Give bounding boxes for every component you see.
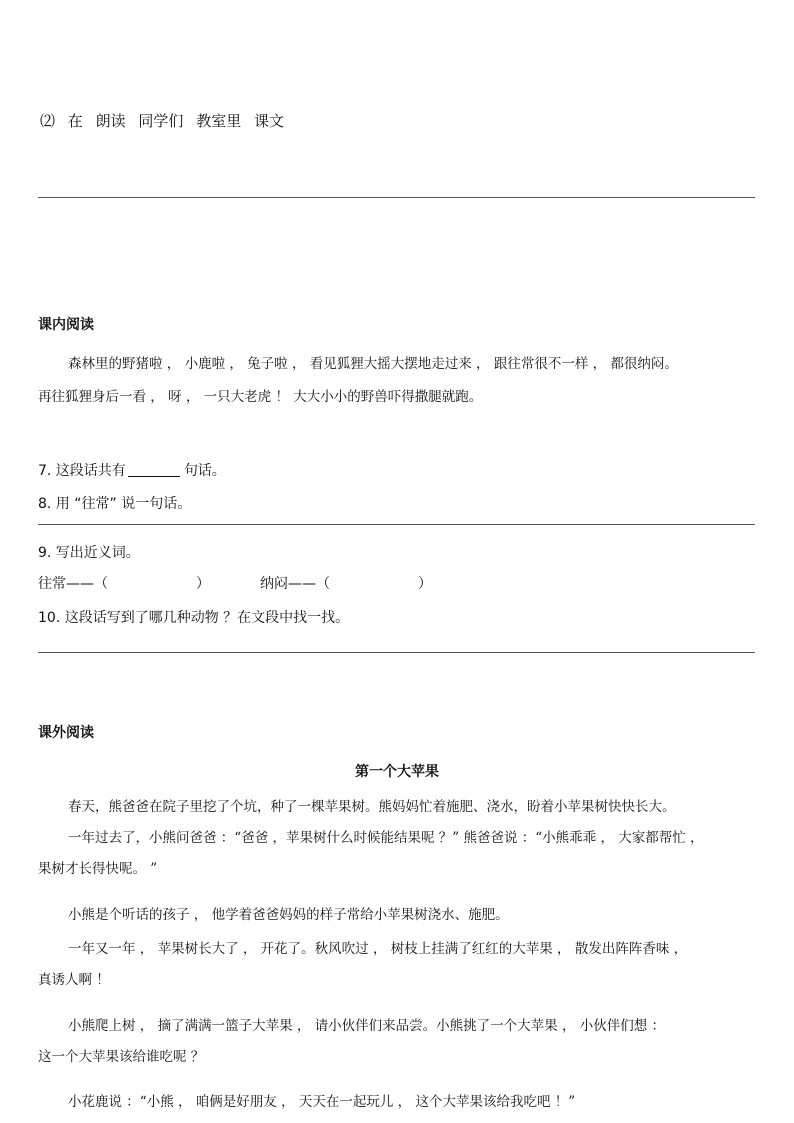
story-paragraph-cont: 这一个大苹果该给谁吃呢 ？ [38,1049,205,1065]
outside-heading: 课外阅读 [38,725,94,741]
answer-divider [38,197,755,198]
in-class-passage-line: 再往狐狸身后一看 ， 呀 ， 一只大老虎 ！ 大大小小的野兽吓得撒腿就跑。 [38,389,483,405]
q2-word: 在 [67,112,83,130]
story-paragraph: 小花鹿说 ：“小熊 ， 咱俩是好朋友 ， 天天在一起玩儿 ， 这个大苹果该给我吃吧 ！” [68,1094,576,1110]
story-paragraph: 一年过去了，小熊问爸爸 ：“爸爸 ，苹果树什么时候能结果呢 ？” 熊爸爸说 ：“小熊乖乖 ， 大家都帮忙 ， [68,830,704,846]
question-8: 8. 用 “往常” 说一句话。 [38,496,192,512]
story-paragraph-cont: 果树才长得快呢。 ” [38,861,158,877]
question-9-synonyms [38,573,432,593]
question-9: 9. 写出近义词。 [38,545,140,561]
answer-blank[interactable] [128,462,180,477]
q2-line [40,110,284,131]
in-class-heading: 课内阅读 [38,317,94,333]
synonym-word-2: 纳闷——（ [260,576,330,592]
answer-divider [38,652,755,653]
story-paragraph: 小熊是个听话的孩子 ， 他学着爸爸妈妈的样子常给小苹果树浇水、施肥。 [68,907,509,923]
question-7-prefix: 7. 这段话共有 [38,463,126,479]
q2-word: 课文 [253,112,284,130]
q2-word: 同学们 [138,112,184,130]
story-paragraph: 小熊爬上树 ， 摘了满满一篮子大苹果 ， 请小伙伴们来品尝。小熊挑了一个大苹果 ， 小伙伴们想 ： [68,1018,666,1034]
synonym-word-1: 往常——（ [38,576,108,592]
story-paragraph-cont: 真诱人啊 ！ [38,972,110,988]
story-paragraph: 一年又一年 ， 苹果树长大了 ， 开花了。秋风吹过 ， 树枝上挂满了红红的大苹果 ， 散发出阵阵香味 ， [68,941,688,957]
q2-number: ⑵ [40,112,56,130]
synonym-close-2: ） [418,576,432,592]
question-7-suffix: 句话。 [183,463,226,479]
question-10: 10. 这段话写到了哪几种动物 ？在文段中找一找。 [38,610,350,626]
q2-word: 教室里 [196,112,242,130]
q2-word: 朗读 [95,112,126,130]
story-title: 第一个大苹果 [355,764,439,780]
answer-divider [38,524,755,525]
synonym-close-1: ） [196,576,210,592]
question-7 [38,460,226,480]
story-paragraph: 春天，熊爸爸在院子里挖了个坑，种了一棵苹果树。熊妈妈忙着施肥、浇水，盼着小苹果树快快长大。 [68,799,676,815]
in-class-passage-line: 森林里的野猪啦 ， 小鹿啦 ， 兔子啦 ， 看见狐狸大摇大摆地走过来 ， 跟往常很不一样 ， 都很纳闷。 [68,356,678,372]
